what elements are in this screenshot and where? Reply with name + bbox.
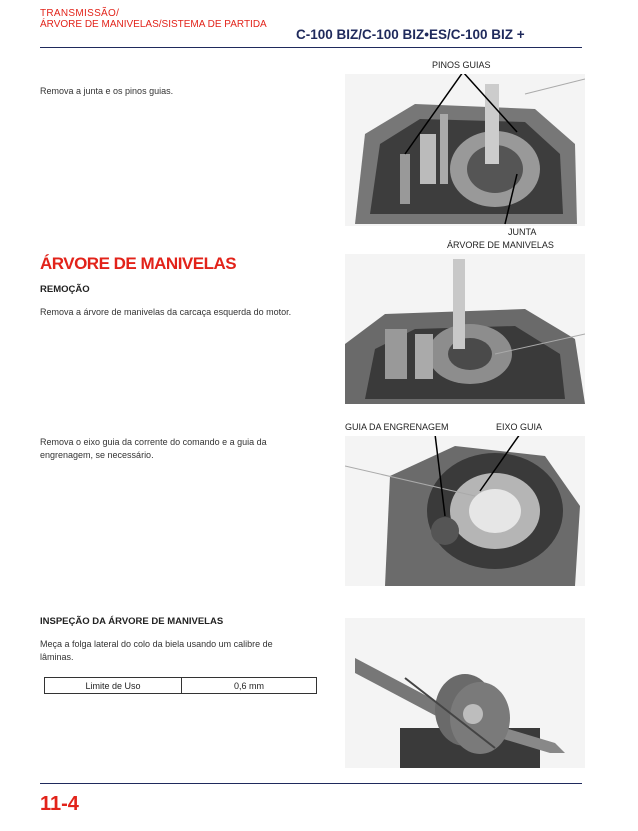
footer-divider xyxy=(40,783,582,784)
service-limit-label: Limite de Uso xyxy=(45,678,182,694)
inspection-heading: INSPEÇÃO DA ÁRVORE DE MANIVELAS xyxy=(40,616,224,627)
fig1-photo-crankcase-gasket xyxy=(345,74,585,226)
fig3-photo-cam-chain-guide xyxy=(345,436,585,586)
inspection-text: Meça a folga lateral do colo da biela usando um calibre de lâminas. xyxy=(40,639,273,662)
page-number: 11-4 xyxy=(40,793,79,815)
fig2-photo-crankshaft-case xyxy=(345,254,585,404)
removal-text: Remova a árvore de manivelas da carcaça esquerda do motor. xyxy=(40,307,292,317)
service-limit-table xyxy=(44,677,317,694)
fig3-label-guide-shaft: EIXO GUIA xyxy=(496,422,543,432)
fig2-label-crankshaft: ÁRVORE DE MANIVELAS xyxy=(447,240,554,250)
header-divider xyxy=(40,47,582,48)
header-chapter-line2: ÁRVORE DE MANIVELAS/SISTEMA DE PARTIDA xyxy=(40,19,267,30)
header-model-title: C-100 BIZ/C-100 BIZ•ES/C-100 BIZ + xyxy=(296,27,525,42)
guide-removal-text: Remova o eixo guia da corrente do comando e a guia da engrenagem, se necessário. xyxy=(40,437,267,460)
step-remove-gasket-text: Remova a junta e os pinos guias. xyxy=(40,86,174,96)
fig1-label-dowel-pins: PINOS GUIAS xyxy=(432,60,491,70)
removal-heading: REMOÇÃO xyxy=(40,284,90,295)
header-chapter-line1: TRANSMISSÃO/ xyxy=(40,8,120,19)
fig4-photo-crankshaft-feeler-gauge xyxy=(345,618,585,768)
service-limit-value: 0,6 mm xyxy=(182,678,317,694)
fig1-label-gasket: JUNTA xyxy=(508,227,537,237)
section-title: ÁRVORE DE MANIVELAS xyxy=(40,254,237,273)
fig3-label-gear-guide: GUIA DA ENGRENAGEM xyxy=(345,422,449,432)
table-row xyxy=(45,678,317,694)
